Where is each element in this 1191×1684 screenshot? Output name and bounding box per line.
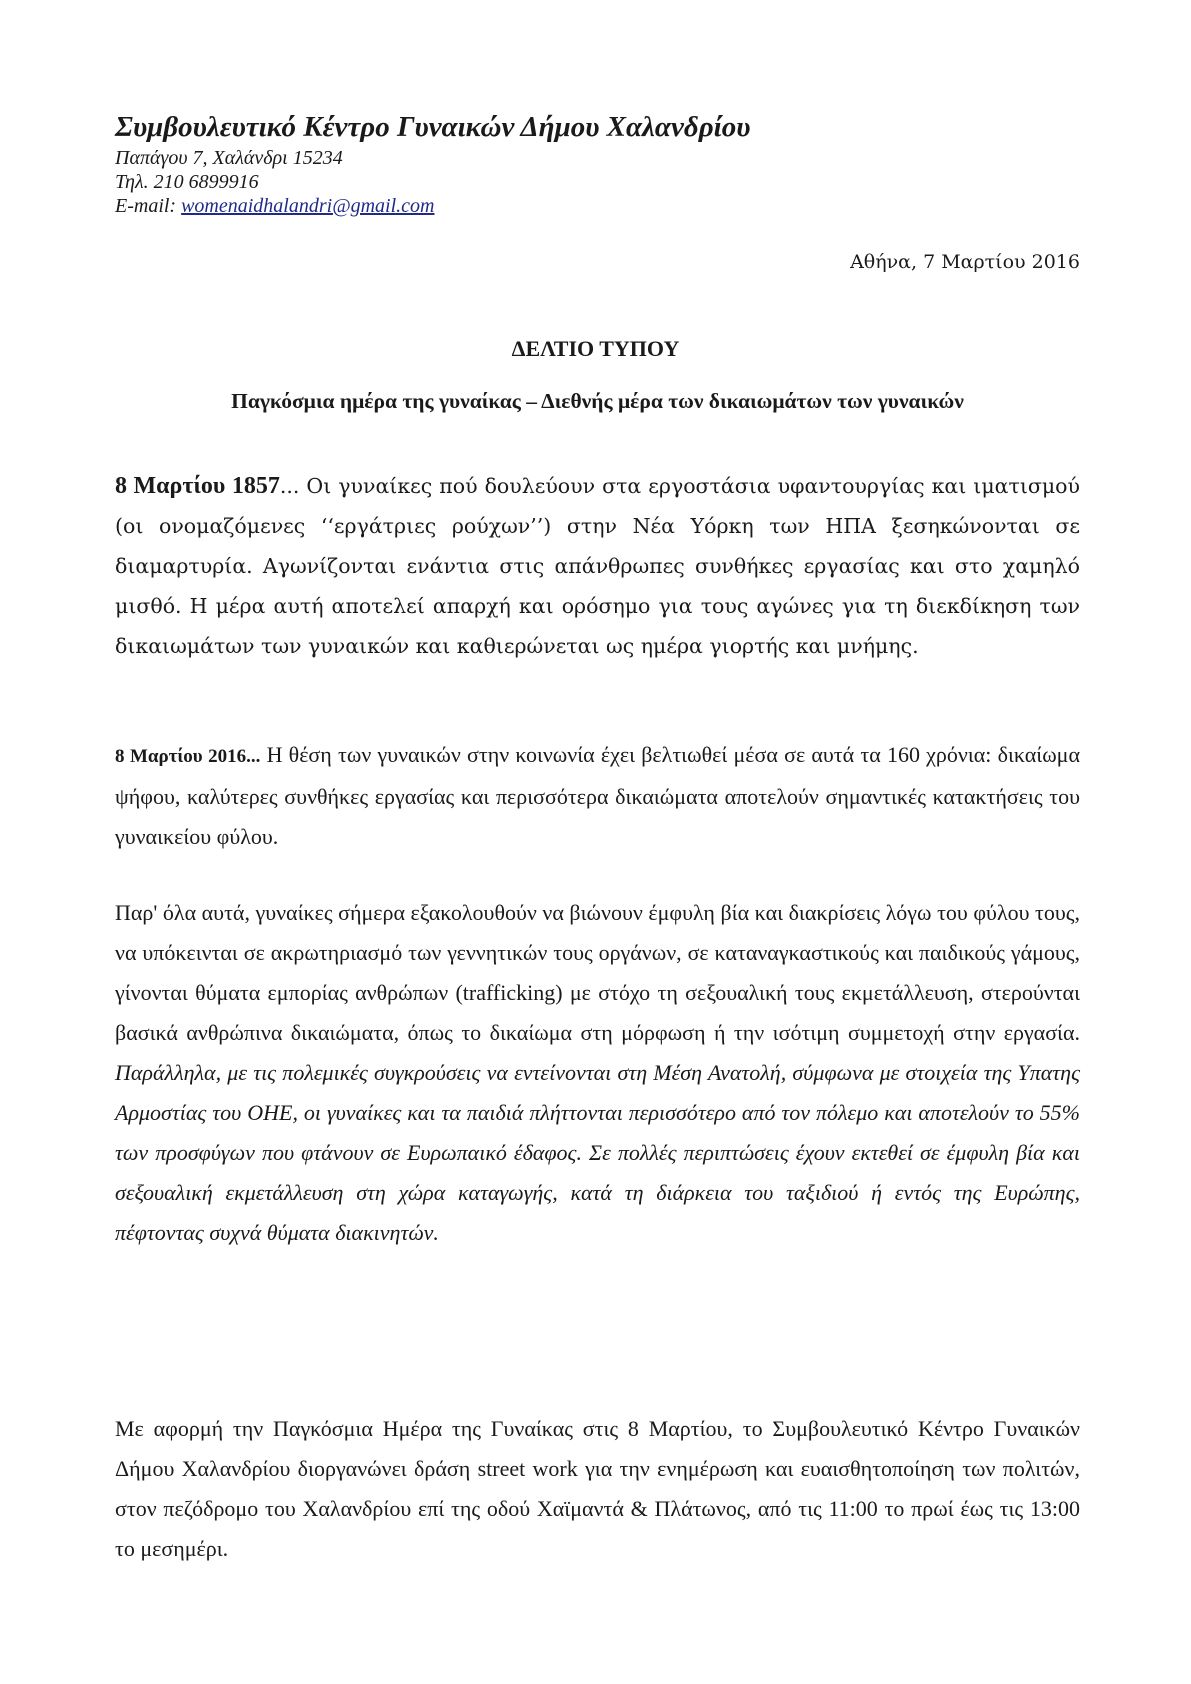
paragraph-street-work: Με αφορμή την Παγκόσμια Ημέρα της Γυναίκας στις 8 Μαρτίου, το Συμβουλευτικό Κέντρο Γυναικών Δήμου Χαλανδρίου διοργανώνει δράση street work για την ενημέρωση και ευαισθητοποίηση των πολιτών, στον πεζόδρομο του Χαλανδρίου επί της οδού Χαϊμαντά & Πλάτωνος, από τις 11:00 το πρωί έως τις 13:00 το μεσημέρι. [115,1416,1080,1561]
organization-email-line [115,194,750,218]
email-link[interactable]: womenaidhalandri@gmail.com [181,195,435,217]
email-label: E-mail: [115,195,182,217]
paragraph-refugees-text: Παράλληλα, με τις πολεμικές συγκρούσεις να εντείνονται στη Μέση Ανατολή, σύμφωνα με στοιχεία της Υπατης Αρμοστίας του ΟΗΕ, οι γυναίκες και τα παιδιά πλήττονται περισσότερο από τον πόλεμο και αποτελούν το 55% των προσφύγων που φτάνουν σε Ευρωπαικό έδαφος. Σε πολλές περιπτώσεις έχουν εκτεθεί σε έμφυλη βία και σεξουαλική εκμετάλλευση στη χώρα καταγωγής, κατά τη διάρκεια του ταξιδιού ή εντός της Ευρώπης, πέφτοντας συχνά θύματα διακινητών. [115,1060,1080,1245]
paragraph-2016-lead: 8 Μαρτίου 2016... [115,746,261,767]
paragraph-1857 [115,466,1080,666]
document-subtitle: Παγκόσμια ημέρα της γυναίκας – Διεθνής μέρα των δικαιωμάτων των γυναικών [231,389,964,413]
paragraph-1857-lead: 8 Μαρτίου 1857 [115,473,280,499]
paragraph-discrimination-text: Παρ' όλα αυτά, γυναίκες σήμερα εξακολουθούν να βιώνουν έμφυλη βία και διακρίσεις λόγω του φύλου τους, να υπόκεινται σε ακρωτηριασμό των γεννητικών τους οργάνων, σε καταναγκαστικούς και παιδικούς γάμους, γίνονται θύματα εμπορίας ανθρώπων (trafficking) με στόχο τη σεξουαλική τους εκμετάλλευση, στερούνται βασικά ανθρώπινα δικαιώματα, όπως το δικαίωμα στη μόρφωση ή την ισότιμη συμμετοχή στην εργασία. [115,900,1080,1045]
letterhead [115,108,750,218]
date-line: Αθήνα, 7 Μαρτίου 2016 [850,251,1080,273]
paragraph-2016-text: Η θέση των γυναικών στην κοινωνία έχει βελτιωθεί μέσα σε αυτά τα 160 χρόνια: δικαίωμα ψήφου, καλύτερες συνθήκες εργασίας και περισσότερα δικαιώματα αποτελούν σημαντικές κατακτήσεις του γυναικείου φύλου. [115,742,1081,849]
organization-phone: Τηλ. 210 6899916 [115,171,259,193]
document-title: ΔΕΛΤΙΟ ΤΥΠΟΥ [511,336,680,361]
organization-name: Συμβουλευτικό Κέντρο Γυναικών Δήμου Χαλανδρίου [115,111,751,143]
paragraph-2016 [115,735,1080,857]
paragraph-discrimination [115,893,1080,1253]
organization-address: Παπάγου 7, Χαλάνδρι 15234 [115,147,343,169]
paragraph-1857-text: ... Οι γυναίκες πού δουλεύουν στα εργοστάσια υφαντουργίας και ιματισμού (οι ονομαζόμενες ‘‘εργάτριες ρούχων’’) στην Νέα Υόρκη των ΗΠΑ ξεσηκώνονται σε διαμαρτυρία. Αγωνίζονται ενάντια στις απάνθρωπες συνθήκες εργασίας και στο χαμηλό μισθό. Η μέρα αυτή αποτελεί απαρχή και ορόσημο για τους αγώνες για τη διεκδίκηση των δικαιωμάτων των γυναικών και καθιερώνεται ως ημέρα γιορτής και μνήμης. [115,474,1080,658]
